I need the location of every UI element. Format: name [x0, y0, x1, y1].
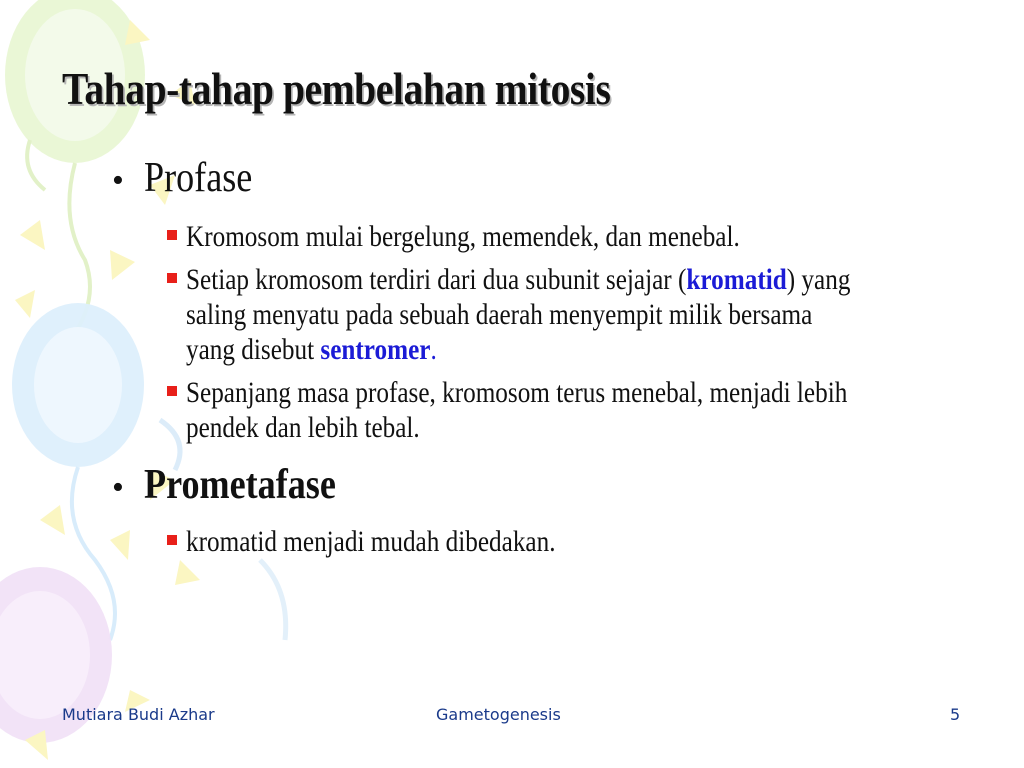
- profase-sub-list: [167, 219, 992, 445]
- sub-bullet-item: [167, 262, 992, 367]
- red-square-bullet-icon: [167, 273, 177, 283]
- sub-bullet-text: [186, 262, 863, 367]
- red-square-bullet-icon: [167, 230, 177, 240]
- bullet-dot-icon: •: [112, 469, 124, 506]
- footer-page-number: 5: [950, 705, 961, 724]
- section-heading-profase: Profase: [144, 155, 253, 201]
- section-heading-prometafase: Prometafase: [144, 462, 336, 508]
- footer-topic: Gametogenesis: [436, 705, 561, 724]
- bullet-dot-icon: •: [112, 162, 124, 199]
- slide-title: Tahap-tahap pembelahan mitosis: [62, 63, 611, 114]
- term-kromatid: kromatid: [686, 263, 787, 296]
- sub-bullet-item: [167, 524, 992, 559]
- sub-bullet-text: kromatid menjadi mudah dibedakan.: [186, 525, 556, 558]
- bullet-profase: [112, 152, 992, 207]
- text-segment: .: [430, 333, 437, 366]
- text-segment: Setiap kromosom terdiri dari dua subunit sejajar (: [186, 263, 687, 296]
- footer-author: Mutiara Budi Azhar: [62, 705, 215, 724]
- bullet-prometafase: [112, 459, 992, 514]
- red-square-bullet-icon: [167, 535, 177, 545]
- prometafase-sub-list: [167, 524, 992, 559]
- text-segment: ) yang saling menyatu pada sebuah daerah menyempit milik bersama yang disebut: [186, 263, 851, 366]
- sub-bullet-item: [167, 375, 992, 445]
- sub-bullet-text: Sepanjang masa profase, kromosom terus menebal, menjadi lebih pendek dan lebih tebal.: [186, 376, 848, 444]
- sub-bullet-item: [167, 219, 992, 254]
- term-sentromer: sentromer: [320, 333, 431, 366]
- red-square-bullet-icon: [167, 386, 177, 396]
- slide-content: [112, 152, 992, 559]
- sub-bullet-text: Kromosom mulai bergelung, memendek, dan menebal.: [186, 220, 740, 253]
